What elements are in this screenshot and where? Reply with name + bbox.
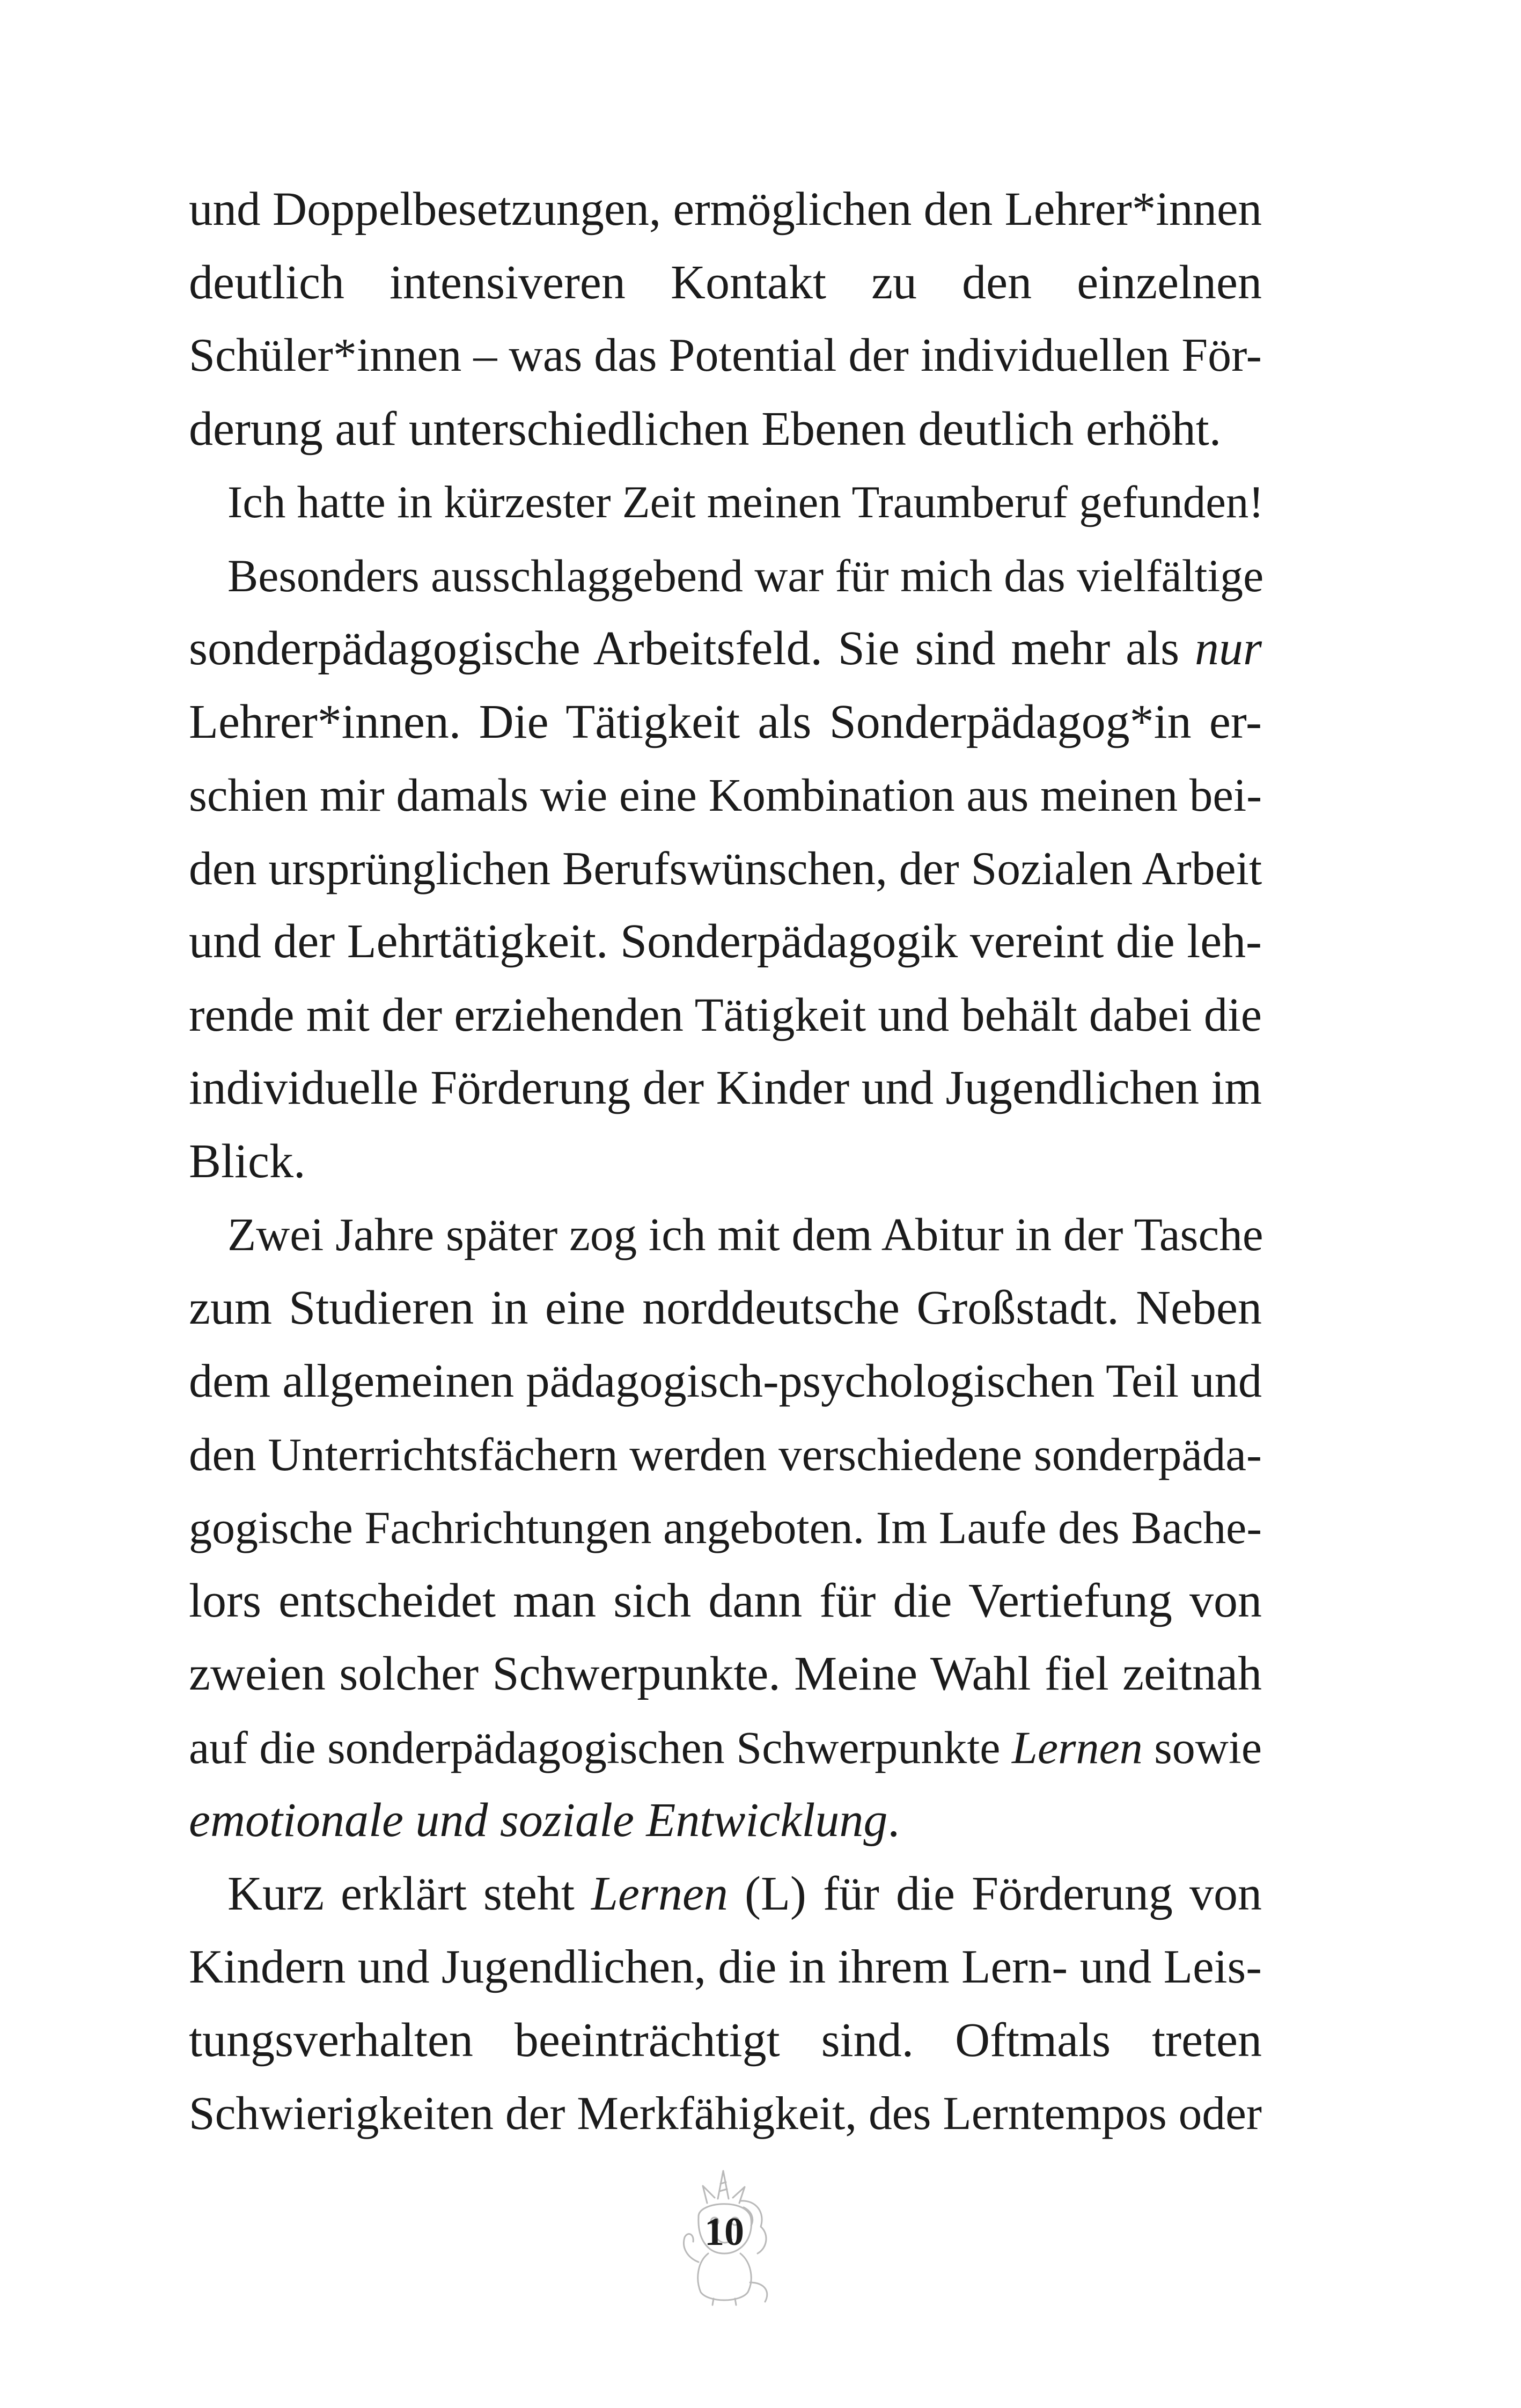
text-line: Kurz erklärt steht Lernen (L) für die Förderung von xyxy=(227,1867,1262,1920)
page-number: 10 xyxy=(704,2210,744,2254)
text-line: und Doppelbesetzungen, ermöglichen den Lehrer*innen xyxy=(189,183,1262,236)
text-line: rende mit der erziehenden Tätigkeit und behält dabei die xyxy=(189,988,1262,1041)
text-line: auf die sonderpädagogischen Schwerpunkte Lernen sowie xyxy=(189,1721,1262,1773)
text-line: Lehrer*innen. Die Tätigkeit als Sonderpädagog*in er- xyxy=(189,695,1262,748)
text-line: gogische Fachrichtungen angeboten. Im Laufe des Bache- xyxy=(189,1502,1262,1553)
text-line: zum Studieren in eine norddeutsche Großstadt. Neben xyxy=(189,1281,1262,1334)
text-line: individuelle Förderung der Kinder und Jugendlichen im xyxy=(189,1061,1262,1114)
text-line: Blick. xyxy=(189,1134,306,1188)
page-footer xyxy=(660,2168,789,2307)
text-line: derung auf unterschiedlichen Ebenen deutlich erhöht. xyxy=(189,402,1222,456)
text-line: tungsverhalten beeinträchtigt sind. Oftmals treten xyxy=(189,2013,1262,2067)
body-text xyxy=(189,173,1262,2150)
text-line: Schwierigkeiten der Merkfähigkeit, des Lerntempos oder xyxy=(189,2087,1262,2139)
text-line: lors entscheidet man sich dann für die Vertiefung von xyxy=(189,1574,1262,1627)
text-line: zweien solcher Schwerpunkte. Meine Wahl fiel zeitnah xyxy=(189,1647,1262,1700)
text-line: den ursprünglichen Berufswünschen, der Sozialen Arbeit xyxy=(189,842,1262,894)
text-line: sonderpädagogische Arbeitsfeld. Sie sind mehr als nur xyxy=(189,622,1262,675)
text-line: Ich hatte in kürzester Zeit meinen Traumberuf gefunden! xyxy=(227,477,1264,527)
text-line: Kindern und Jugendlichen, die in ihrem Lern- und Leis- xyxy=(189,1940,1262,1993)
text-line: Zwei Jahre später zog ich mit dem Abitur in der Tasche xyxy=(227,1208,1263,1260)
text-line: den Unterrichtsfächern werden verschiedene sonderpäda- xyxy=(189,1428,1262,1480)
text-line: schien mir damals wie eine Kombination aus meinen bei- xyxy=(189,769,1262,821)
text-line: Besonders ausschlaggebend war für mich das vielfältige xyxy=(227,549,1264,601)
text-line: und der Lehrtätigkeit. Sonderpädagogik vereint die leh- xyxy=(189,915,1262,968)
text-line: dem allgemeinen pädagogisch-psychologischen Teil und xyxy=(189,1355,1262,1407)
text-line: emotionale und soziale Entwicklung. xyxy=(189,1794,900,1847)
text-line: Schüler*innen – was das Potential der individuellen För- xyxy=(189,329,1262,381)
text-line: deutlich intensiveren Kontakt zu den einzelnen xyxy=(189,255,1262,309)
